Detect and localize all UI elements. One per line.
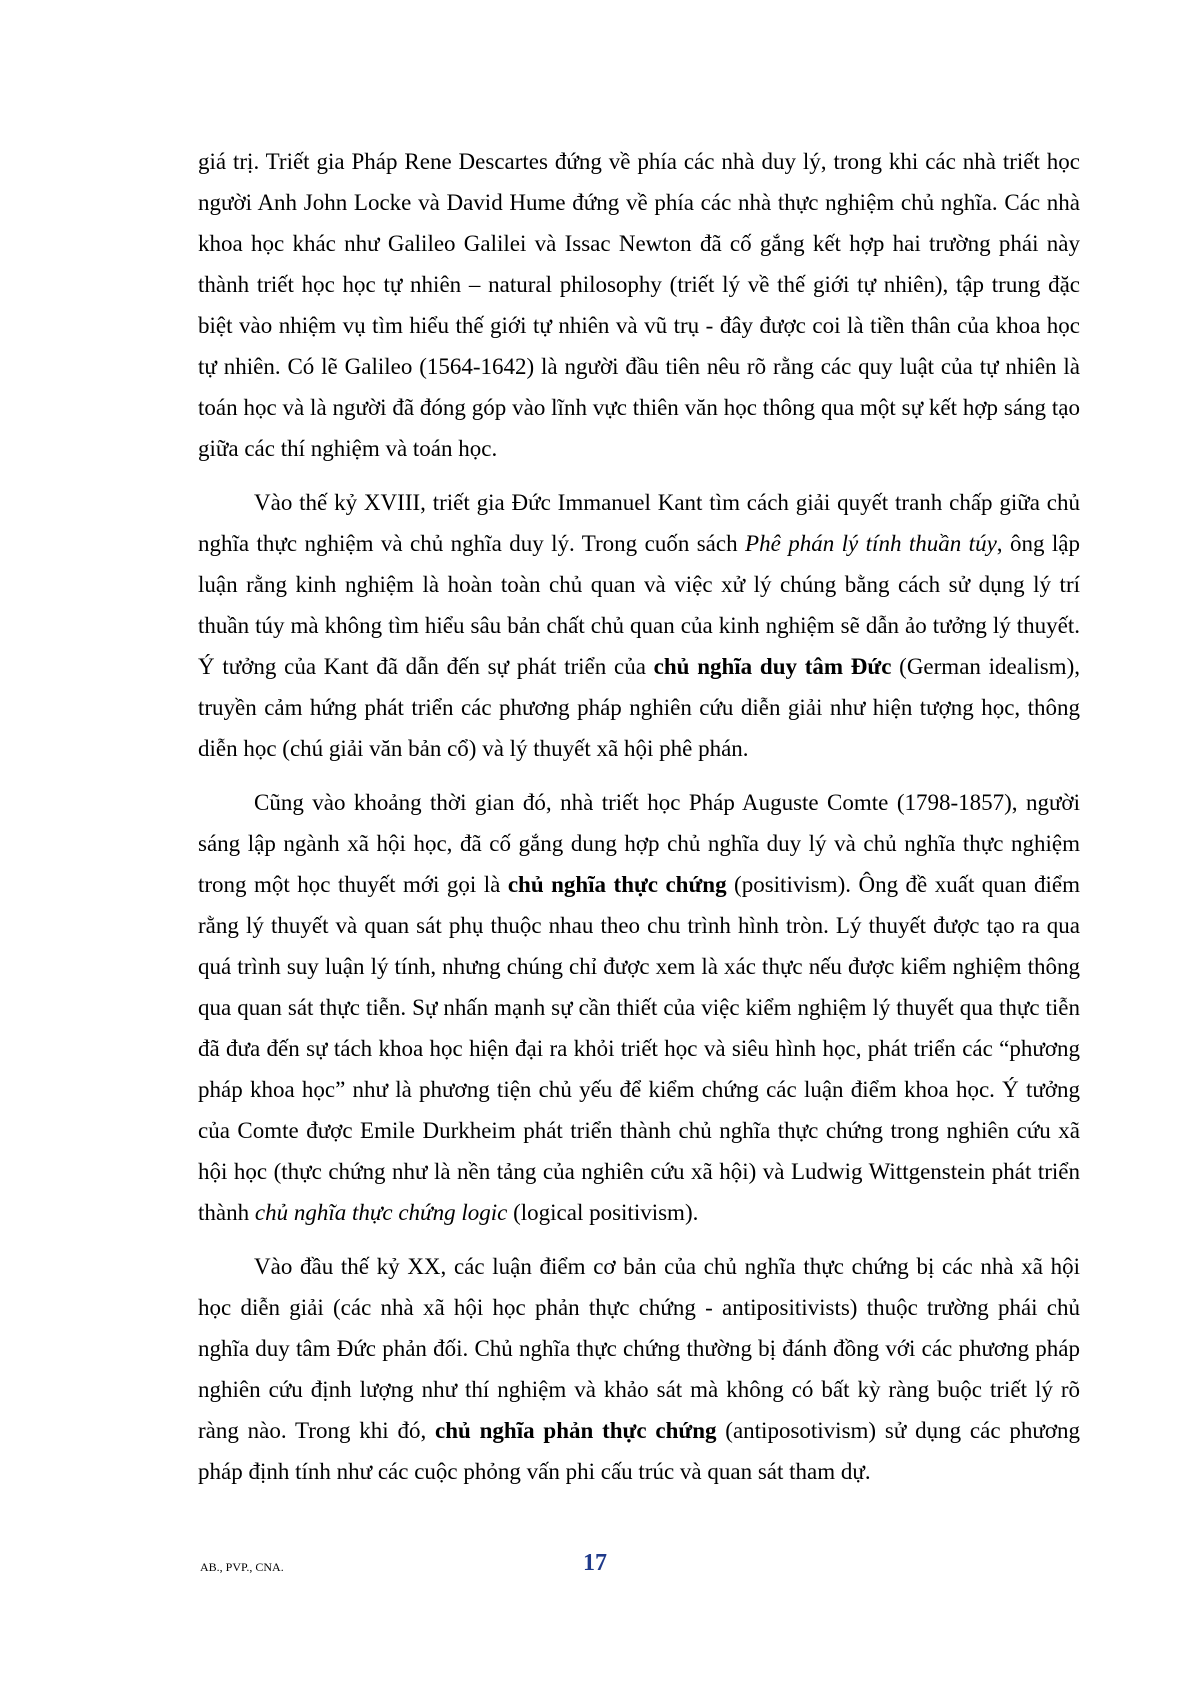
paragraph-4-text-b: (antiposotivism) sử dụng các phương pháp định tính như các cuộc phỏng vấn phi cấu trúc và quan sát tham dự. <box>198 1418 1080 1484</box>
paragraph-4 <box>198 1246 1080 1492</box>
paragraph-3-text-a: Cũng vào khoảng thời gian đó, nhà triết học Pháp Auguste Comte (1798-1857), người sáng lập ngành xã hội học, đã cố gắng dung hợp chủ nghĩa duy lý và chủ nghĩa thực nghiệm trong một học thuyết mới gọi là <box>198 790 1080 897</box>
term-logical-positivism: chủ nghĩa thực chứng logic <box>254 1200 508 1225</box>
footer-authors: AB., PVP., CNA. <box>200 1560 284 1574</box>
book-title-italic: Phê phán lý tính thuần túy <box>745 531 997 556</box>
paragraph-2-text-a: Vào thế kỷ XVIII, triết gia Đức Immanuel Kant tìm cách giải quyết tranh chấp giữa chủ nghĩa thực nghiệm và chủ nghĩa duy lý. Trong cuốn sách <box>198 490 1080 556</box>
term-german-idealism: chủ nghĩa duy tâm Đức <box>653 654 892 679</box>
paragraph-3-text-b: (positivism). Ông đề xuất quan điểm rằng lý thuyết và quan sát phụ thuộc nhau theo chu trình hình tròn. Lý thuyết được tạo ra qua quá trình suy luận lý tính, nhưng chúng chỉ được xem là xác thực nếu được kiểm nghiệm thông qua quan sát thực tiễn. Sự nhấn mạnh sự cần thiết của việc kiểm nghiệm lý thuyết qua thực tiễn đã đưa đến sự tách khoa học hiện đại ra khỏi triết học và siêu hình học, phát triển các “phương pháp khoa học” như là phương tiện chủ yếu để kiểm chứng các luận điểm khoa học. Ý tưởng của Comte được Emile Durkheim phát triển thành chủ nghĩa thực chứng trong nghiên cứu xã hội học (thực chứng như là nền tảng của nghiên cứu xã hội) và Ludwig Wittgenstein phát triển thành <box>198 872 1080 1225</box>
paragraph-2-text-c: (German idealism), truyền cảm hứng phát triển các phương pháp nghiên cứu diễn giải như hiện tượng học, thông diễn học (chú giải văn bản cổ) và lý thuyết xã hội phê phán. <box>198 654 1080 761</box>
paragraph-3 <box>198 782 1080 1233</box>
document-body <box>198 141 1080 1505</box>
term-antipositivism: chủ nghĩa phản thực chứng <box>435 1418 717 1443</box>
paragraph-2-text-b: , ông lập luận rằng kinh nghiệm là hoàn toàn chủ quan và việc xử lý chúng bằng cách sử dụng lý trí thuần túy mà không tìm hiểu sâu bản chất chủ quan của kinh nghiệm sẽ dẫn ảo tưởng lý thuyết. Ý tưởng của Kant đã dẫn đến sự phát triển của <box>198 531 1080 679</box>
paragraph-1-text: giá trị. Triết gia Pháp Rene Descartes đứng về phía các nhà duy lý, trong khi các nhà triết học người Anh John Locke và David Hume đứng về phía các nhà thực nghiệm chủ nghĩa. Các nhà khoa học khác như Galileo Galilei và Issac Newton đã cố gắng kết hợp hai trường phái này thành triết học học tự nhiên – natural philosophy (triết lý về thế giới tự nhiên), tập trung đặc biệt vào nhiệm vụ tìm hiểu thế giới tự nhiên và vũ trụ - đây được coi là tiền thân của khoa học tự nhiên. Có lẽ Galileo (1564-1642) là người đầu tiên nêu rõ rằng các quy luật của tự nhiên là toán học và là người đã đóng góp vào lĩnh vực thiên văn học thông qua một sự kết hợp sáng tạo giữa các thí nghiệm và toán học. <box>198 149 1080 461</box>
paragraph-1 <box>198 141 1080 469</box>
page-number: 17 <box>583 1550 607 1576</box>
paragraph-3-text-c: (logical positivism). <box>507 1200 699 1225</box>
term-positivism: chủ nghĩa thực chứng <box>507 872 727 897</box>
paragraph-2 <box>198 482 1080 769</box>
paragraph-4-text-a: Vào đầu thế kỷ XX, các luận điểm cơ bản của chủ nghĩa thực chứng bị các nhà xã hội học diễn giải (các nhà xã hội học phản thực chứng - antipositivists) thuộc trường phái chủ nghĩa duy tâm Đức phản đối. Chủ nghĩa thực chứng thường bị đánh đồng với các phương pháp nghiên cứu định lượng như thí nghiệm và khảo sát mà không có bất kỳ ràng buộc triết lý rõ ràng nào. Trong khi đó, <box>198 1254 1080 1443</box>
